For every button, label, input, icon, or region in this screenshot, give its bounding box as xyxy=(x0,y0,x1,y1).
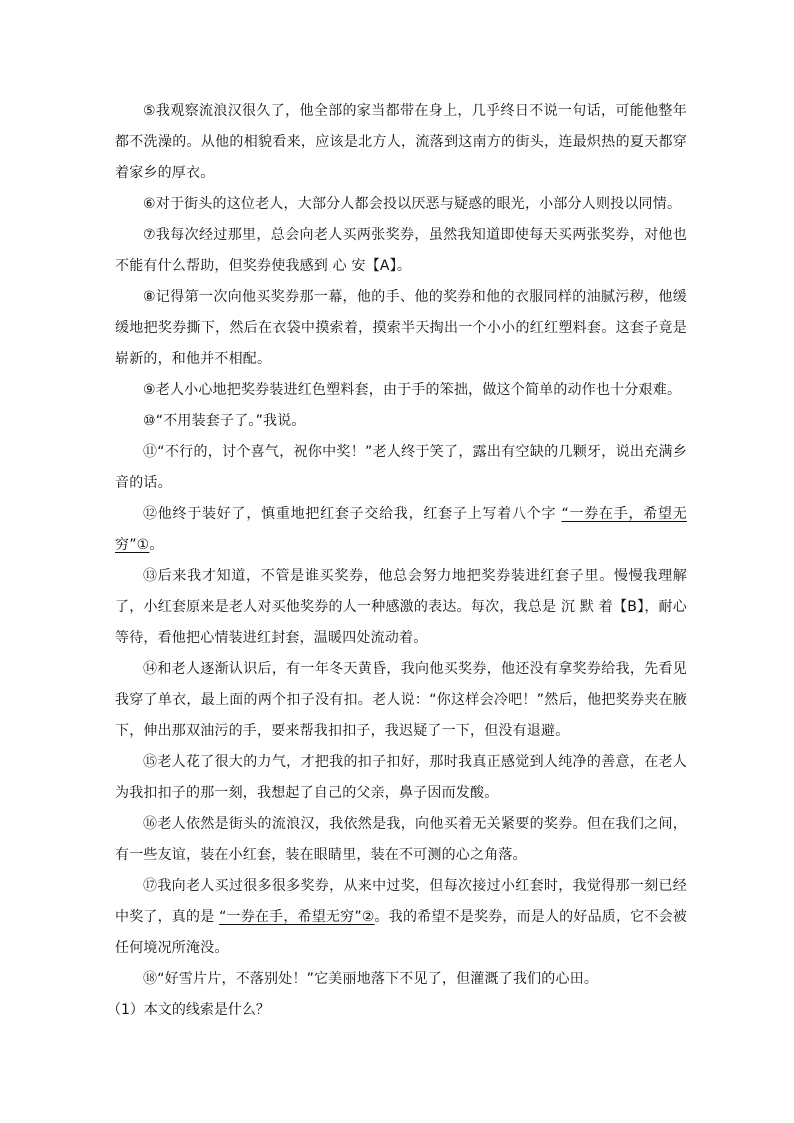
paragraph-text: ⑧记得第一次向他买奖券那一幕，他的手、他的奖券和他的衣服同样的油腻污秽，他缓缓地把奖券撕下，然后在衣袋中摸索着，摸索半天掏出一个小小的红红塑料套。这套子竟是崭新的，和他并不相配。 xyxy=(115,289,687,367)
paragraph-text: ⑬后来我才知道，不管是谁买奖券，他总会努力地把奖券装进红套子里。慢慢我理解了，小红套原来是老人对买他奖券的人一种感激的表达。每次，我总是 沉 默 着【B】，耐心等待，看他把心情装进红封套，温暖四处流动着。 xyxy=(115,568,687,646)
document-page xyxy=(107,96,687,1026)
paragraph-text: ⑰我向老人买过很多很多奖券，从来中过奖，但每次接过小红套时，我觉得那一刻已经中奖了，真的是 xyxy=(115,878,687,925)
paragraph-text: ⑫他终于装好了，慎重地把红套子交给我，红套子上写着八个字 xyxy=(143,506,562,522)
paragraph-text: ⑯老人依然是街头的流浪汉，我依然是我，向他买着无关紧要的奖券。但在我们之间，有一些友谊，装在小红套，装在眼睛里，装在不可测的心之角落。 xyxy=(115,816,687,863)
paragraph-text: ⑱“好雪片片，不落别处！”它美丽地落下不见了，但灌溉了我们的心田。 xyxy=(143,971,599,987)
paragraph-text: ⑨老人小心地把奖券装进红色塑料套，由于手的笨拙，做这个简单的动作也十分艰难。 xyxy=(143,382,682,398)
underlined-phrase: “一券在手，希望无穷”① xyxy=(115,506,687,553)
paragraph-text: 。 xyxy=(149,537,164,553)
paragraph-p6 xyxy=(115,189,687,220)
question-1: （1）本文的线索是什么？ xyxy=(107,1002,270,1018)
paragraph-text: ⑤我观察流浪汉很久了，他全部的家当都带在身上，几乎终日不说一句话，可能他整年都不洗澡的。从他的相貌看来，应该是北方人，流落到这南方的街头，连最炽热的夏天都穿着家乡的厚衣。 xyxy=(115,103,687,181)
paragraph-text: ⑦我每次经过那里，总会向老人买两张奖券，虽然我知道即使每天买两张奖券，对他也不能有什么帮助，但奖券使我感到 心 安【A】。 xyxy=(115,227,687,274)
paragraph-p17 xyxy=(115,871,687,964)
paragraph-text: ⑪“不行的，讨个喜气，祝你中奖！”老人终于笑了，露出有空缺的几颗牙，说出充满乡音的话。 xyxy=(115,444,687,491)
paragraph-p12 xyxy=(115,499,687,561)
paragraph-p10 xyxy=(115,406,687,437)
paragraph-text: ⑥对于街头的这位老人，大部分人都会投以厌恶与疑惑的眼光，小部分人则投以同情。 xyxy=(143,196,682,212)
paragraph-p9 xyxy=(115,375,687,406)
paragraph-p18 xyxy=(115,964,687,995)
paragraph-p11 xyxy=(115,437,687,499)
article-body xyxy=(115,96,687,995)
paragraph-p16 xyxy=(115,809,687,871)
paragraph-p13 xyxy=(115,561,687,654)
paragraph-p15 xyxy=(115,747,687,809)
paragraph-text: ⑩“不用装套子了。”我说。 xyxy=(143,413,306,429)
paragraph-p7 xyxy=(115,220,687,282)
paragraph-text: 。我的希望不是奖券，而是人的好品质，它不会被任何境况所淹没。 xyxy=(115,909,687,956)
paragraph-p14 xyxy=(115,654,687,747)
paragraph-p8 xyxy=(115,282,687,375)
paragraph-text: ⑮老人花了很大的力气，才把我的扣子扣好，那时我真正感觉到人纯净的善意，在老人为我扣扣子的那一刻，我想起了自己的父亲，鼻子因而发酸。 xyxy=(115,754,687,801)
paragraph-p5 xyxy=(115,96,687,189)
underlined-phrase: “一券在手，希望无穷”② xyxy=(219,909,375,925)
paragraph-text: ⑭和老人逐渐认识后，有一年冬天黄昏，我向他买奖券，他还没有拿奖券给我，先看见我穿了单衣，最上面的两个扣子没有扣。老人说：“你这样会冷吧！”然后，他把奖券夹在腋下，伸出那双油污的手，要来帮我扣扣子，我迟疑了一下，但没有退避。 xyxy=(115,661,687,739)
